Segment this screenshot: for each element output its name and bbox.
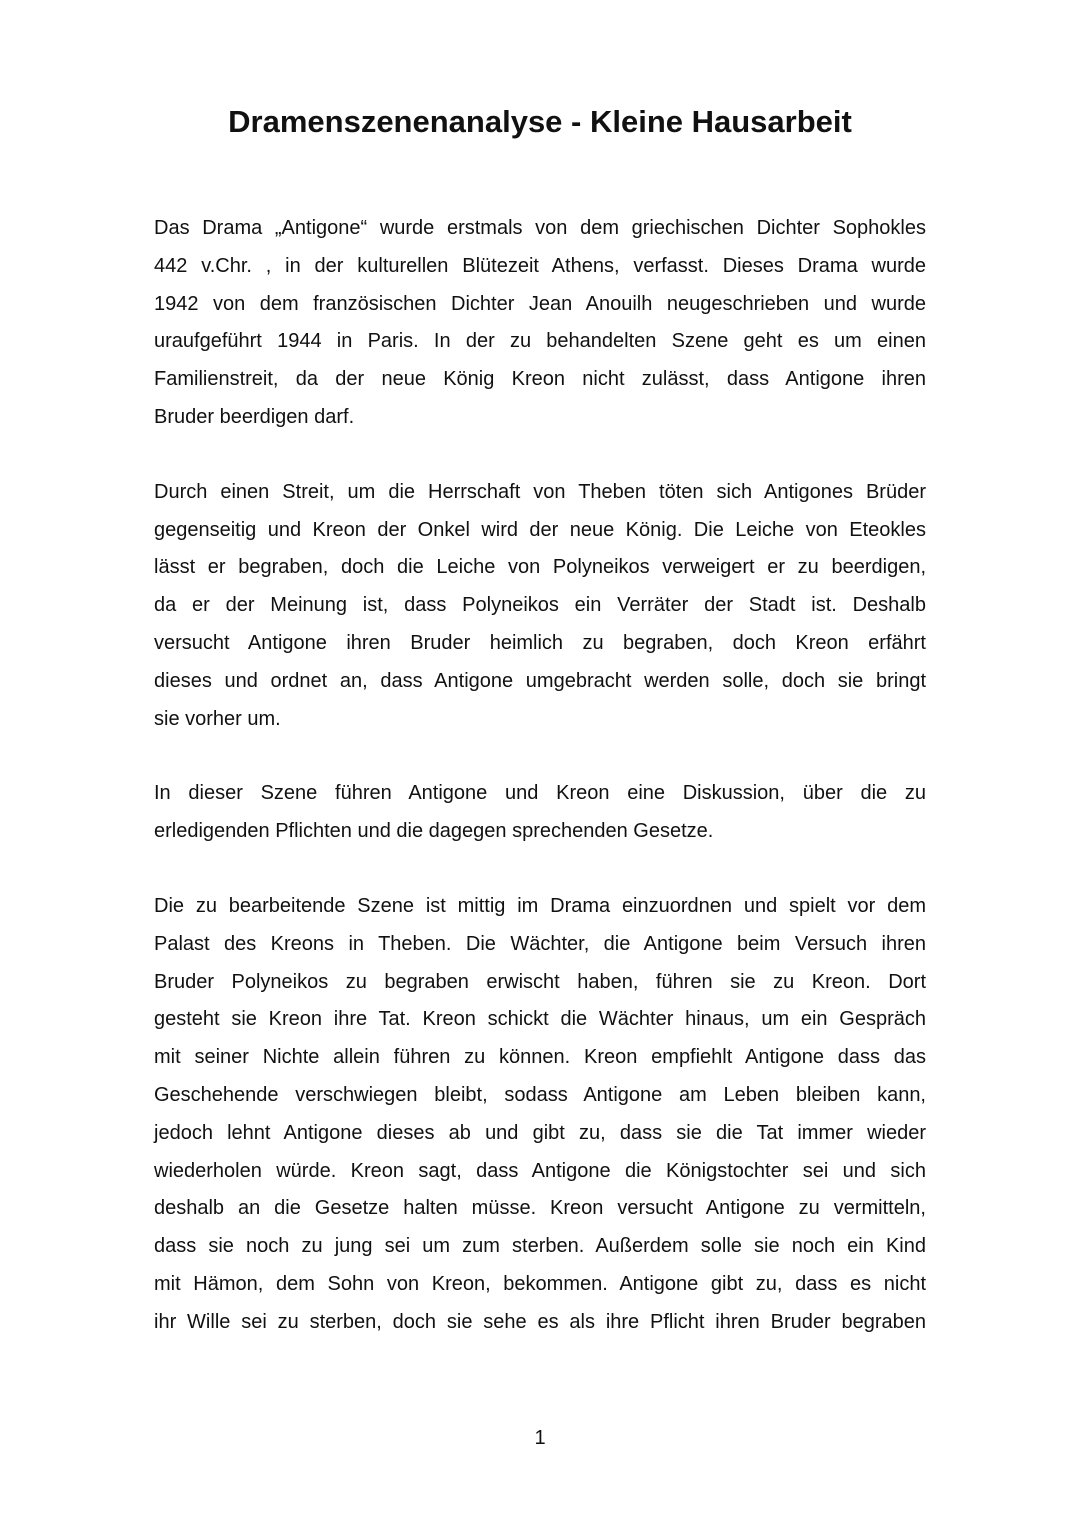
paragraph-4 (154, 888, 926, 1342)
text-line: versucht Antigone ihren Bruder heimlich zu begraben, doch Kreon erfährt (154, 631, 926, 654)
text-line: dass sie noch zu jung sei um zum sterben. Außerdem solle sie noch ein Kind (154, 1235, 926, 1258)
text-line: deshalb an die Gesetze halten müsse. Kreon versucht Antigone zu vermitteln, (154, 1197, 926, 1220)
text-line: Palast des Kreons in Theben. Die Wächter, die Antigone beim Versuch ihren (154, 932, 926, 955)
text-line: 442 v.Chr. , in der kulturellen Blütezeit Athens, verfasst. Dieses Drama wurde (154, 254, 926, 277)
text-line: Die zu bearbeitende Szene ist mittig im Drama einzuordnen und spielt vor dem (154, 894, 926, 917)
text-line: gegenseitig und Kreon der Onkel wird der neue König. Die Leiche von Eteokles (154, 518, 926, 541)
text-line: Bruder beerdigen darf. (154, 405, 355, 428)
text-line: ihr Wille sei zu sterben, doch sie sehe es als ihre Pflicht ihren Bruder begraben (154, 1310, 926, 1333)
paragraph-3 (154, 775, 926, 851)
paragraph-2 (154, 474, 926, 739)
text-line: 1942 von dem französischen Dichter Jean Anouilh neugeschrieben und wurde (154, 292, 926, 315)
text-line: lässt er begraben, doch die Leiche von Polyneikos verweigert er zu beerdigen, (154, 556, 926, 579)
text-line: erledigenden Pflichten und die dagegen sprechenden Gesetze. (154, 820, 714, 843)
text-line: jedoch lehnt Antigone dieses ab und gibt zu, dass sie die Tat immer wieder (154, 1121, 926, 1144)
text-line: In dieser Szene führen Antigone und Kreon eine Diskussion, über die zu (154, 782, 926, 805)
text-line: gesteht sie Kreon ihre Tat. Kreon schickt die Wächter hinaus, um ein Gespräch (154, 1008, 926, 1031)
text-line: Bruder Polyneikos zu begraben erwischt haben, führen sie zu Kreon. Dort (154, 970, 926, 993)
text-line: sie vorher um. (154, 707, 281, 730)
document-title: Dramenszenenanalyse - Kleine Hausarbeit (228, 104, 852, 139)
page-number: 1 (534, 1427, 546, 1449)
text-line: Geschehende verschwiegen bleibt, sodass Antigone am Leben bleiben kann, (154, 1083, 926, 1106)
text-line: Familienstreit, da der neue König Kreon nicht zulässt, dass Antigone ihren (154, 368, 926, 391)
text-line: wiederholen würde. Kreon sagt, dass Antigone die Königstochter sei und sich (154, 1159, 926, 1182)
text-line: Das Drama „Antigone“ wurde erstmals von dem griechischen Dichter Sophokles (154, 217, 926, 239)
text-line: da er der Meinung ist, dass Polyneikos ein Verräter der Stadt ist. Deshalb (154, 594, 926, 617)
text-line: dieses und ordnet an, dass Antigone umgebracht werden solle, doch sie bringt (154, 669, 926, 692)
text-line: Durch einen Streit, um die Herrschaft von Theben töten sich Antigones Brüder (154, 480, 926, 503)
text-line: mit Hämon, dem Sohn von Kreon, bekommen. Antigone gibt zu, dass es nicht (154, 1272, 926, 1295)
document-body (154, 210, 926, 1379)
paragraph-1 (154, 210, 926, 437)
text-line: mit seiner Nichte allein führen zu können. Kreon empfiehlt Antigone dass das (154, 1046, 926, 1069)
text-line: uraufgeführt 1944 in Paris. In der zu behandelten Szene geht es um einen (154, 330, 926, 353)
